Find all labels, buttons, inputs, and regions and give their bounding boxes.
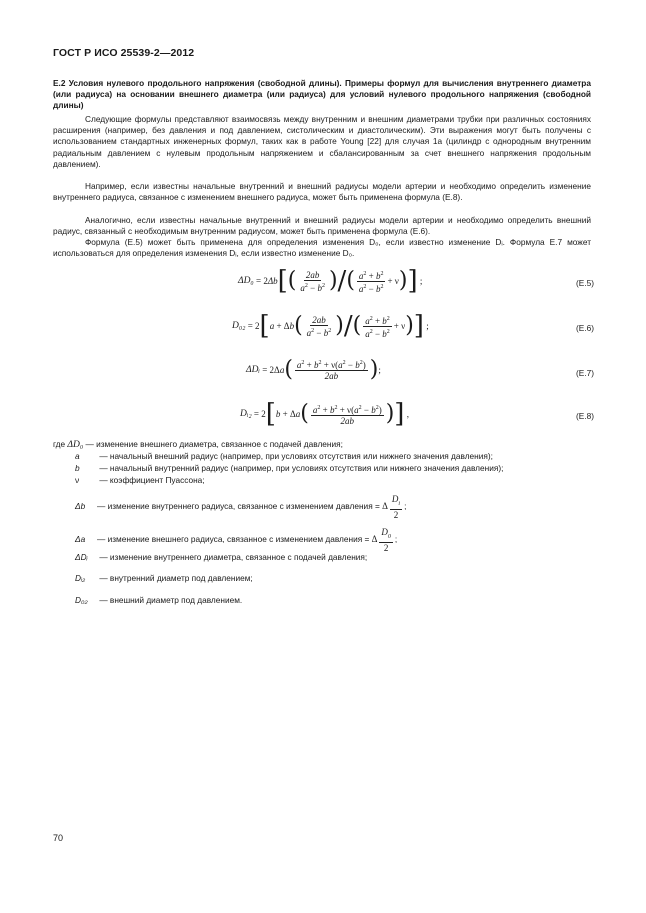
- definition-item: [53, 439, 343, 451]
- definition-text: — изменение внутреннего радиуса, связанное с изменением давления =: [97, 501, 380, 512]
- definition-text: — изменение внешнего радиуса, связанное с изменением давления =: [97, 534, 370, 545]
- definition-text: — начальный внутренний радиус (например, при условиях отсутствия или нижнего значения давления);: [99, 463, 504, 473]
- definition-text: — коэффициент Пуассона;: [99, 475, 205, 485]
- equation-number: (Е.5): [576, 278, 594, 288]
- section-title: Е.2 Условия нулевого продольного напряжения (свободной длины). Примеры формул для вычисления внутреннего диаметра (или радиуса) на основании внешнего диаметра (или радиуса) для условий нулевого продольного напряжения (свободной длины): [53, 78, 591, 111]
- definition-symbol: Dᵢ₂: [75, 573, 86, 583]
- definition-item: [75, 451, 493, 462]
- equation-e6: D₀₂ = 2 [ a + Δb ( $\frac{2ab}{a^2 - b^2}$ ) / ( $\frac{a^2 + b^2}{a^2 - b^2}$ + ν ) ] ;: [232, 311, 429, 341]
- equation-lhs: Dᵢ₂: [240, 409, 252, 419]
- equation-lhs: ΔDᵢ: [246, 364, 260, 375]
- paragraph-1: Следующие формулы представляют взаимосвязь между внутренним и внешним диаметрами трубки при различных состояниях расширения (например, без давления и под давлением, систолическим и диастолическим). Эти выражения могут быть получены с использованием стандартных инженерных формул, таких как в работе Young [22] для случая 1а (цилиндр с однородным внутренним радиальным давлением с нулевым продольным напряжением и сбалансированным за счет внешнего напряжения продольным давлением).: [53, 114, 591, 169]
- definition-text: — начальный внешний радиус (например, при условиях отсутствия или нижнего значения давления);: [99, 451, 493, 461]
- definition-symbol: ΔDᵢ: [75, 552, 88, 562]
- definition-item: [75, 573, 253, 584]
- equation-lhs: D₀₂: [232, 321, 246, 331]
- definition-symbol: ν: [75, 475, 80, 485]
- definition-symbol: b: [75, 463, 80, 473]
- definition-text: — внешний диаметр под давлением.: [99, 595, 243, 605]
- equation-e8: Dᵢ₂ = 2 [ b + Δa ( $\frac{a^2 + b^2 + \nu(a^2 - b^2)}{2ab}$ ) ] ,: [240, 399, 409, 429]
- equation-number: (Е.7): [576, 368, 594, 378]
- definition-item: [75, 475, 205, 486]
- definition-item: [75, 595, 242, 606]
- definition-item: Δa — изменение внешнего радиуса, связанное с изменением давления = Δ $\frac{D_0}{2}$ ;: [75, 527, 398, 553]
- equation-e5: ΔD₀ = 2Δb [ ( $\frac{2ab}{a^2 - b^2}$ ) / ( $\frac{a^2 + b^2}{a^2 - b^2}$ + ν ) ] ;: [238, 266, 423, 296]
- definition-text: — изменение внешнего диаметра, связанное с подачей давления;: [85, 439, 343, 449]
- paragraph-4: Формула (Е.5) может быть применена для определения изменения D₀, если известно изменение Dᵢ. Формула Е.7 может использоваться для определения изменения Dᵢ, если известно изменение D₀.: [53, 237, 591, 259]
- equation-lhs: ΔD₀: [238, 276, 254, 286]
- definition-where: где: [53, 439, 66, 449]
- definition-symbol: D₀₂: [75, 595, 88, 605]
- definition-symbol: Δb: [75, 501, 86, 512]
- page-number: 70: [53, 833, 64, 843]
- definition-text: — внутренний диаметр под давлением;: [99, 573, 253, 583]
- paragraph-2: Например, если известны начальные внутренний и внешний радиусы модели артерии и необходимо определить изменение внутреннего радиуса, связанное с изменением внешнего радиуса, может быть применена формула (Е.8).: [53, 181, 591, 203]
- equation-e7: ΔDᵢ = 2Δa ( $\frac{a^2 + b^2 + \nu(a^2 - b^2)}{2ab}$ ) ;: [246, 356, 381, 382]
- equation-number: (Е.8): [576, 411, 594, 421]
- definition-item: [75, 463, 503, 474]
- definition-symbol: Δa: [75, 534, 86, 545]
- definition-item: Δb — изменение внутреннего радиуса, связанное с изменением давления = Δ $\frac{D_i}{2}$ ;: [75, 494, 407, 520]
- paragraph-3: Аналогично, если известны начальные внутренний и внешний радиусы модели артерии и необходимо определить внешний радиус, связанный с необходимым внутренним радиусом, может быть применена формула (Е.6).: [53, 215, 591, 237]
- definition-symbol: a: [75, 451, 80, 461]
- document-header: ГОСТ Р ИСО 25539-2—2012: [53, 47, 195, 59]
- equation-number: (Е.6): [576, 323, 594, 333]
- definition-text: — изменение внутреннего диаметра, связанное с подачей давления;: [99, 552, 368, 562]
- definition-symbol: ΔD₀: [67, 440, 84, 450]
- definition-item: [75, 552, 367, 563]
